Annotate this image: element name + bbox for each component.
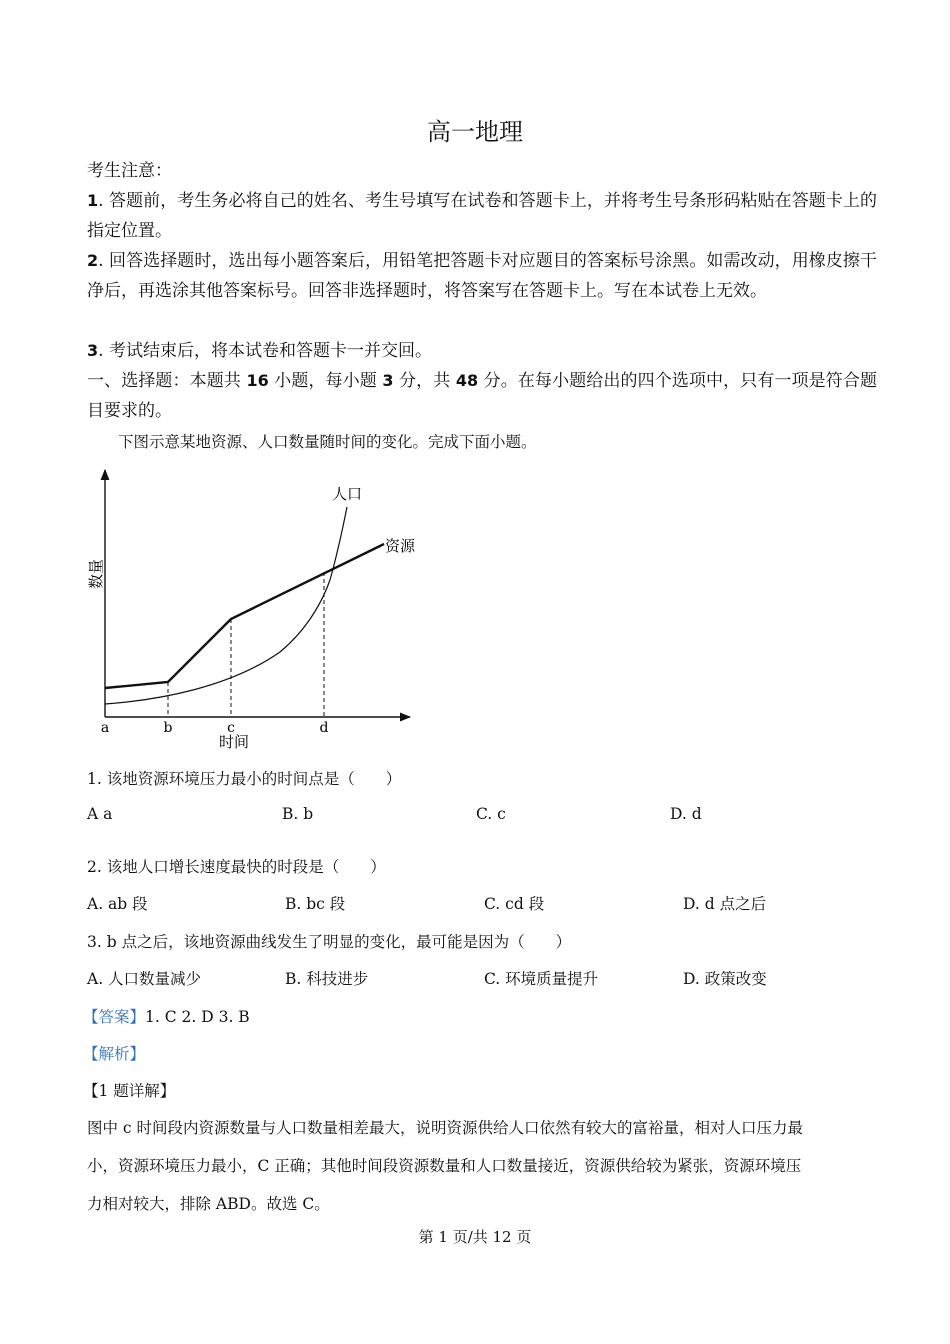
question-3-option-a: A. 人口数量减少 (87, 970, 202, 988)
notice-item-2-text: . 回答选择题时，选出每小题答案后，用铅笔把答题卡对应题目的答案标号涂黑。如需改动，用橡皮擦干净后，再选涂其他答案标号。回答非选择题时，将答案写在答题卡上。写在本试卷上无效。 (87, 251, 877, 301)
notice-item-2 (87, 246, 877, 306)
tick-c: c (227, 720, 235, 736)
page-footer: 第 1 页/共 12 页 (418, 1228, 532, 1246)
notice-item-2-number: 2 (87, 251, 99, 270)
notice-item-3-text: . 考试结束后，将本试卷和答题卡一并交回。 (98, 341, 432, 361)
label-resource: 资源 (385, 537, 416, 555)
resource-curve (105, 544, 384, 688)
notice-item-3-number: 3 (87, 341, 99, 360)
notice-item-1-text: . 答题前，考生务必将自己的姓名、考生号填写在试卷和答题卡上，并将考生号条形码粘贴在答题卡上的指定位置。 (87, 191, 877, 241)
question-3-option-b: B. 科技进步 (285, 970, 369, 988)
section-text-b: 小题，每小题 (268, 371, 383, 391)
tick-b: b (163, 720, 173, 736)
question-3-option-d: D. 政策改变 (683, 970, 767, 988)
population-curve (105, 507, 347, 704)
question-2-stem: 2. 该地人口增长速度最快的时段是（ ） (87, 858, 386, 876)
answer-values: 1. C 2. D 3. B (145, 1008, 250, 1026)
question-3-option-c: C. 环境质量提升 (484, 970, 599, 988)
section-text-a: 一、选择题：本题共 (87, 371, 247, 391)
label-population: 人口 (332, 485, 363, 503)
detail-1-label: 【1 题详解】 (83, 1082, 176, 1100)
question-2-option-d: D. d 点之后 (683, 895, 767, 913)
question-1-stem: 1. 该地资源环境压力最小的时间点是（ ） (87, 770, 402, 788)
tick-a: a (100, 720, 110, 736)
section-text-c: 分，共 (393, 371, 456, 391)
question-1-option-b: B. b (282, 805, 314, 823)
question-2-option-a: A. ab 段 (87, 895, 148, 913)
analysis-label: 【解析】 (83, 1045, 146, 1063)
y-axis-label: 数量 (87, 558, 105, 589)
question-1-option-a: A a (87, 805, 113, 823)
answer-line (83, 1005, 250, 1027)
section-count: 16 (246, 371, 269, 390)
x-axis-label: 时间 (218, 733, 250, 751)
section-text-d: 分。在每小题给出的四个选项中，只有一项是符合题目要求的。 (87, 371, 878, 421)
detail-1-line-2: 小，资源环境压力最小，C 正确；其他时间段资源数量和人口数量接近，资源供给较为紧张，资源环境压 (87, 1157, 802, 1175)
question-3-stem: 3. b 点之后，该地资源曲线发生了明显的变化，最可能是因为（ ） (87, 933, 572, 951)
notice-item-3 (87, 336, 877, 366)
question-1-option-d: D. d (670, 805, 702, 823)
detail-1-line-3: 力相对较大，排除 ABD。故选 C。 (87, 1195, 330, 1213)
resource-population-diagram (80, 462, 420, 752)
page-title: 高一地理 (427, 118, 523, 146)
section-total: 48 (455, 371, 479, 390)
notice-item-1 (87, 186, 877, 246)
question-2-option-c: C. cd 段 (484, 895, 545, 913)
notice-heading: 考生注意： (87, 161, 172, 181)
section-points: 3 (382, 371, 394, 390)
question-2-option-b: B. bc 段 (285, 895, 346, 913)
notice-item-1-number: 1 (87, 191, 99, 210)
question-1-option-c: C. c (476, 805, 506, 823)
answer-label: 【答案】 (83, 1008, 146, 1026)
detail-1-line-1: 图中 c 时间段内资源数量与人口数量相差最大，说明资源供给人口依然有较大的富裕量，相对人口压力最 (87, 1119, 804, 1137)
figure-intro: 下图示意某地资源、人口数量随时间的变化。完成下面小题。 (118, 433, 537, 451)
section-heading (87, 366, 877, 426)
tick-d: d (319, 720, 329, 736)
